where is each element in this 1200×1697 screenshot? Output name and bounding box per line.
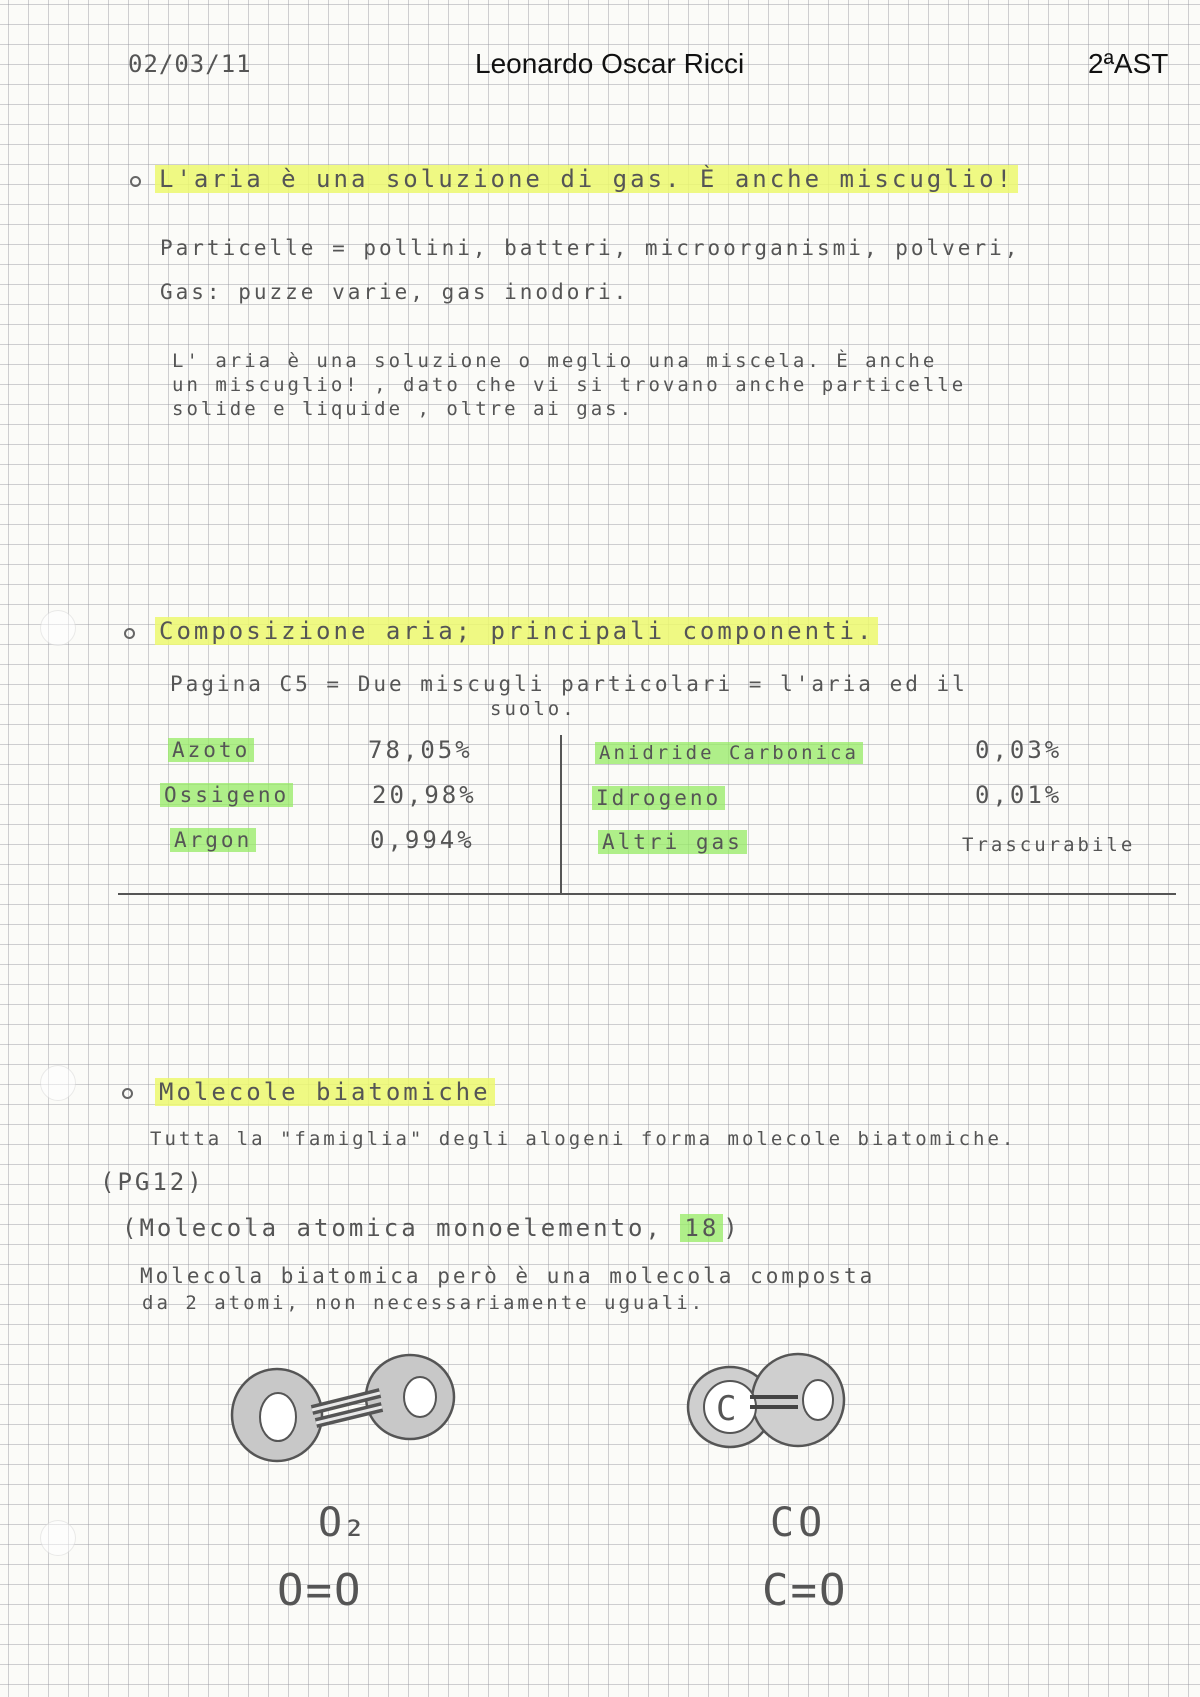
molecule-formula: O₂ [318, 1500, 367, 1546]
table-vertical-divider [560, 735, 562, 895]
paragraph-line: un miscuglio! , dato che vi si trovano anche particelle [172, 374, 967, 396]
svg-text:C: C [716, 1389, 737, 1429]
section3-title [155, 1078, 495, 1106]
paragraph-line: solide e liquide , oltre ai gas. [172, 398, 635, 420]
component-name: Altri gas [598, 830, 747, 854]
component-name: Ossigeno [160, 783, 293, 807]
component-name: Anidride Carbonica [595, 742, 863, 764]
section2-title [155, 617, 878, 645]
component-value: 78,05% [368, 736, 473, 764]
author-name: Leonardo Oscar Ricci [475, 48, 745, 79]
component-name: Azoto [168, 738, 254, 762]
text-line: (Molecola atomica monoelemento, 18 ) [122, 1214, 741, 1242]
punch-hole [40, 1520, 76, 1556]
molecule-formula: CO [770, 1500, 827, 1546]
component-value: 0,994% [370, 826, 475, 854]
paragraph-line: L' aria è una soluzione o meglio una miscela. È anche [172, 350, 938, 372]
date: 02/03/11 [128, 50, 252, 78]
gas-line: Gas: puzze varie, gas inodori. [160, 280, 630, 304]
molecule-o2-drawing [220, 1345, 470, 1475]
section1-title [155, 165, 1018, 193]
punch-hole [40, 610, 76, 646]
section2-title-text: Composizione aria; principali componenti. [155, 617, 878, 645]
molecule-co-drawing [678, 1345, 878, 1455]
molecule-structure: O=O [277, 1565, 363, 1616]
bullet [130, 176, 141, 187]
table-bottom-rule [118, 893, 1176, 895]
class-label: 2ªAST [1088, 48, 1169, 79]
punch-hole [40, 1065, 76, 1101]
component-value: Trascurabile [962, 834, 1136, 856]
bullet [122, 1088, 133, 1099]
text-line: Molecola biatomica però è una molecola composta [140, 1264, 876, 1288]
text-line: da 2 atomi, non necessariamente uguali. [142, 1292, 706, 1314]
text-line: (PG12) [100, 1168, 205, 1196]
component-value: 0,03% [975, 736, 1063, 764]
reference-line-cont: suolo. [490, 698, 577, 720]
component-name: Idrogeno [592, 786, 725, 810]
molecule-structure: C=O [762, 1565, 848, 1616]
section3-title-text: Molecole biatomiche [155, 1078, 495, 1106]
highlighted-number: 18 [680, 1214, 723, 1242]
component-value: 0,01% [975, 781, 1063, 809]
section1-title-text: L'aria è una soluzione di gas. È anche miscuglio! [155, 165, 1018, 193]
component-name: Argon [170, 828, 256, 852]
text-line: Tutta la "famiglia" degli alogeni forma molecole biatomiche. [150, 1128, 1017, 1150]
component-value: 20,98% [372, 781, 477, 809]
bullet [124, 628, 135, 639]
reference-line: Pagina C5 = Due miscugli particolari = l'aria ed il [170, 672, 968, 696]
particles-line: Particelle = pollini, batteri, microorganismi, polveri, [160, 236, 1021, 260]
